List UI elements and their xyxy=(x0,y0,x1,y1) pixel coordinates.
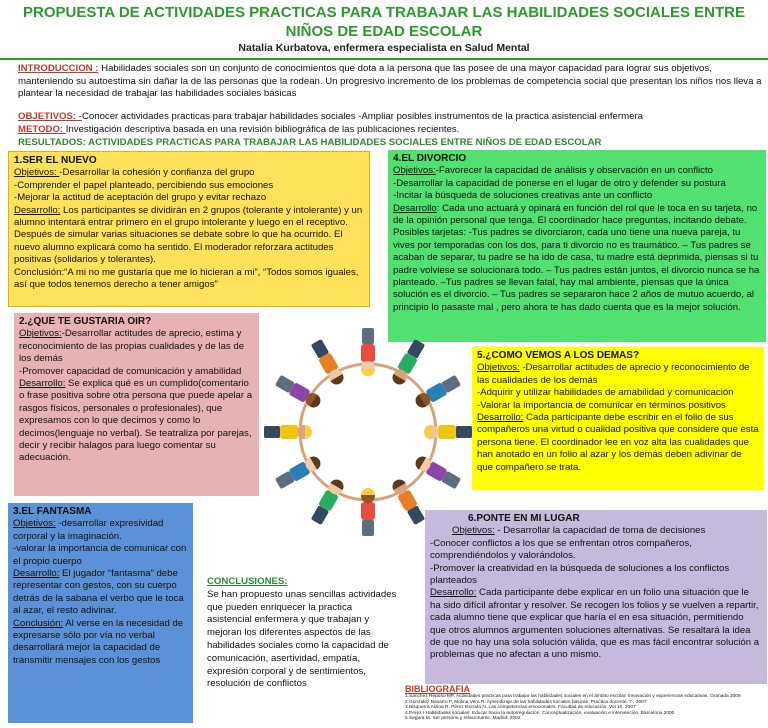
conclusiones-label: CONCLUSIONES: xyxy=(207,576,288,587)
activity-box-ser-el-nuevo xyxy=(8,151,370,307)
intro-section xyxy=(18,63,763,101)
child-figure xyxy=(361,328,375,376)
activity-box-el-fantasma xyxy=(8,503,193,723)
objetivos-text: - Desarrollar la capacidad de toma de decisiones xyxy=(494,525,706,537)
box-title: 2.¿QUE TE GUSTARIA OIR? xyxy=(19,316,152,327)
desarrollo-text: : Cada uno actuará y opinará en función del rol que le toca en su tarjeta, no de la opinión personal que tenga. El coordinador hace preguntas, incitando debate. Posibles tarjetas: -Tus padres se divorciaron, cada uno tiene una nueva pareja, tu vives por temporadas con los dos, para ti divorcio no es traumático. – Tus padres se acaban de separar, tu padre se ha ido de casa, tu madre está deprimida, piensas si tu padre volviese se solucionará todo. – Tus padres están juntos, el divorcio nunca se ha planteado. –Tus padres se llevan fatal, hay mal ambiente, piensas que la única solución es el divorcio. – Tus padres se separaron hace 2 años de mutuo acuerdo, al principio lo pasaste mal , pero ahora te has dado cuenta que es la mejor solución. xyxy=(393,202,760,313)
objective-line: -Comprender el papel planteado, percibiendo sus emociones xyxy=(14,179,274,191)
child-figure xyxy=(413,454,462,490)
objective-line: -Desarrollar la capacidad de ponerse en el lugar de otro y defender su postura xyxy=(393,177,726,189)
child-figure xyxy=(361,488,375,536)
objetivos-text: -Desarrollar actitudes de aprecio, estima y reconocimiento de las propias cualidades y de las de los demás xyxy=(19,328,245,365)
child-figure xyxy=(413,374,462,410)
metodo-text: Investigación descriptiva basada en una revisión bibliográfica de las publicaciones recientes. xyxy=(65,124,460,135)
bibliografia-item: 5.Segura M. Ser persona y relacionarse. Madrid. 2002 xyxy=(405,716,521,722)
activity-box-el-divorcio xyxy=(388,150,766,342)
metodo-label: METODO: xyxy=(18,124,66,135)
conclusiones-text: Se han propuesto unas sencillas actividades que pueden enriquecer la practica asistencial enfermera y que trabajan y mejoran los diferentes aspectos de las habilidades sociales como la capacidad de comunicación, asertividad, empatía, expresión corporal y de sentimientos, resolución de conflictos xyxy=(207,588,397,690)
desarrollo-label: Desarrollo: xyxy=(13,568,60,580)
objective-line: -Incitar la búsqueda de soluciones creativas ante un conflicto xyxy=(393,190,653,202)
child-figure xyxy=(424,425,472,439)
objetivos-label: Objetivos: xyxy=(452,525,495,537)
objective-line: -Promover capacidad de comunicación y amabilidad xyxy=(19,365,242,377)
intro-text: Habilidades sociales son un conjunto de conocimientos que dota a la persona que las posee de una mayor capacidad para lograr sus objetivos, manteniendo su autoestima sin dañar la de las personas que la rodean. Un progresivo incremento de los problemas de competencia social que presentan los niños nos lleva a plantear la necesidad de trabajar las habilidades sociales básicas xyxy=(18,63,762,100)
child-figure xyxy=(310,477,346,526)
child-figure xyxy=(274,454,323,490)
desarrollo-text: Cada participante debe explicar en un folio una situación que le ha sido difícil afrontar y resolver. Se recogen los folios y se vuelven a repartir, cada alumno tiene que explicar que haría el en esa situación, permitiendo que otros alumnos argumenten soluciones alternativas. Se resaltará la idea de que no hay una sola solución válida, que es mas fácil encontrar solución a problemas que no afectan a uno mismo. xyxy=(430,587,760,661)
desarrollo-text: El jugador “fantasma” debe representar con gestos, con su cuerpo detrás de la sabana el verbo que le toca al azar, el resto adivinar. xyxy=(13,568,184,617)
box-title: 4.EL DIVORCIO xyxy=(393,153,467,164)
desarrollo-text: Cada participante debe escribir en el folio de sus compañeros una virtud o cualidad positiva que considere que esta persona tiene. El coordinador lee en voz alta las cualidades que han anotado en un folio al azar y los demás deben adivinar de que compañero se trata. xyxy=(477,412,759,473)
objective-line: -Mejorar la actitud de aceptación del grupo y evitar rechazo xyxy=(14,192,267,204)
bibliografia-item: 1.Sanchez Reposo MP. Actividades practicas para trabajar las habilidades sociales en el ámbito escolar. Innovación y experiencias educativas. Granada 2009 xyxy=(405,694,741,699)
objetivos-text: Conocer actividades practicas para trabajar habilidades sociales -Ampliar posibles instrumentos de la practica asistencial enfermera xyxy=(81,111,643,122)
objetivos-text: -desarrollar expresividad corporal y la imaginación. xyxy=(13,518,164,542)
intro-label: INTRODUCCION : xyxy=(18,63,99,74)
desarrollo-label: Desarrollo: xyxy=(430,587,477,599)
conclusiones-section xyxy=(207,576,397,691)
box-title: 3.EL FANTASMA xyxy=(13,506,92,517)
objective-line: -Valorar la importancia de comunicar en términos positivos xyxy=(477,399,726,411)
bibliografia-section xyxy=(405,684,767,722)
objetivos-section xyxy=(18,111,763,123)
objetivos-label: OBJETIVOS: - xyxy=(18,111,82,122)
child-figure xyxy=(274,374,323,410)
header-divider xyxy=(0,58,768,60)
bibliografia-item: 4.Perez I Habilidades sociales: Educar hacia la autorregulación. Conceptualización, evaluación e intervención, Barcelona 2000 xyxy=(405,710,675,716)
objetivos-label: Objetivos: xyxy=(19,328,62,340)
objective-line: -Adquirir y utilizar habilidades de amabilidad y comunicación xyxy=(477,387,734,399)
desarrollo-label: Desarrollo: xyxy=(19,378,66,390)
child-figure xyxy=(264,425,312,439)
desarrollo-text: Los participantes se dividirán en 2 grupos (tolerante y intolerante) y un alumno intentará entrar primero en el grupo intolerante y luego en el receptivo. Después de simular varias situaciones se debate sobre lo que ha ocurrido. El nuevo alumno explicará como ha sentido. El moderador reforzara actitudes positivas (solidarios y tolerantes). xyxy=(14,204,363,266)
conclusion-text: Conclusión:“A mi no me gustaría que me lo hicieran a mi”, “Todos somos iguales, así que todos tenemos derecho a tener amigos” xyxy=(14,266,359,291)
activity-box-que-te-gustaria-oir xyxy=(14,313,259,496)
metodo-section xyxy=(18,124,763,136)
desarrollo-label: Desarrollo: xyxy=(14,204,61,216)
bibliografia-label: BIBLIOGRAFIA xyxy=(405,684,470,694)
box-title: 6.PONTE EN MI LUGAR xyxy=(468,513,580,524)
box-title: 1.SER EL NUEVO xyxy=(14,155,97,166)
child-figure xyxy=(390,338,426,387)
objetivos-label: Objetivos: xyxy=(477,362,520,374)
objetivos-label: Objetivos: xyxy=(13,518,56,530)
objetivos-label: Objetivos: xyxy=(393,165,436,177)
objetivos-label: Objetivos: xyxy=(14,167,60,179)
poster-author: Natalia Kurbatova, enfermera especialista en Salud Mental xyxy=(238,42,530,54)
activity-box-como-vemos-a-los-demas xyxy=(472,347,764,490)
objective-line: -Promover la creatividad en la búsqueda de soluciones a los conflictos planteados xyxy=(430,562,730,587)
conclusion-label: Conclusión: xyxy=(13,617,64,629)
bibliografia-item: 2.Gonzalez Navarro P, Molina Vera R. Aprendizaje de las habilidades sociales básicas. Practica docente. 7 . 2007 xyxy=(405,699,647,705)
bibliografia-item: 3.Bisquerra Alzina R, Pérez Escoda N. Las competencias emocionales. Facultad de educación. Vol 10. 2007 xyxy=(405,705,636,711)
box-title: 5.¿COMO VEMOS A LOS DEMAS? xyxy=(477,350,640,361)
objective-line: -Conocer conflictos a los que se enfrentan otros compañeros, comprendiéndolos y valorándolos. xyxy=(430,537,692,562)
objetivos-text: -Favorecer la capacidad de análisis y observación en un conflicto xyxy=(435,165,713,177)
objective-line: -valorar la importancia de comunicar con el propio cuerpo xyxy=(13,543,187,567)
child-figure xyxy=(390,477,426,526)
desarrollo-label: Desarrollo xyxy=(393,202,437,214)
objetivos-text: -Desarrollar la cohesión y confianza del grupo xyxy=(59,167,255,179)
poster-title: PROPUESTA DE ACTIVIDADES PRACTICAS PARA TRABAJAR LAS HABILIDADES SOCIALES ENTRE NIÑOS DE EDAD ESCOLAR xyxy=(23,4,745,40)
children-circle-illustration xyxy=(255,322,481,542)
conclusion-text: Al verse en la necesidad de expresarse sólo por vía no verbal desarrollará mejor la capacidad de transmitir mensajes con los gestos xyxy=(13,617,184,666)
desarrollo-text: Se explica qué es un cumplido(comentario o frase positiva sobre otra persona que puede apelar a rasgos físicos, personales o profesionales), que expresamos con lo que decimos y como lo decimos(lenguaje no verbal). Se teatraliza por parejas, decir y recibir halagos para luego comentar su adecuación. xyxy=(19,378,253,464)
objetivos-text: -Desarrollar actitudes de aprecio y reconocimiento de las cualidades de los demás xyxy=(477,362,750,386)
resultados-heading: RESULTADOS: ACTIVIDADES PRACTICAS PARA TRABAJAR LAS HABILIDADES SOCIALES ENTRE NIÑOS DE EDAD ESCOLAR xyxy=(18,137,602,148)
holding-hands-ring xyxy=(300,364,436,500)
desarrollo-label: Desarrollo: xyxy=(477,412,524,424)
child-figure xyxy=(310,338,346,387)
